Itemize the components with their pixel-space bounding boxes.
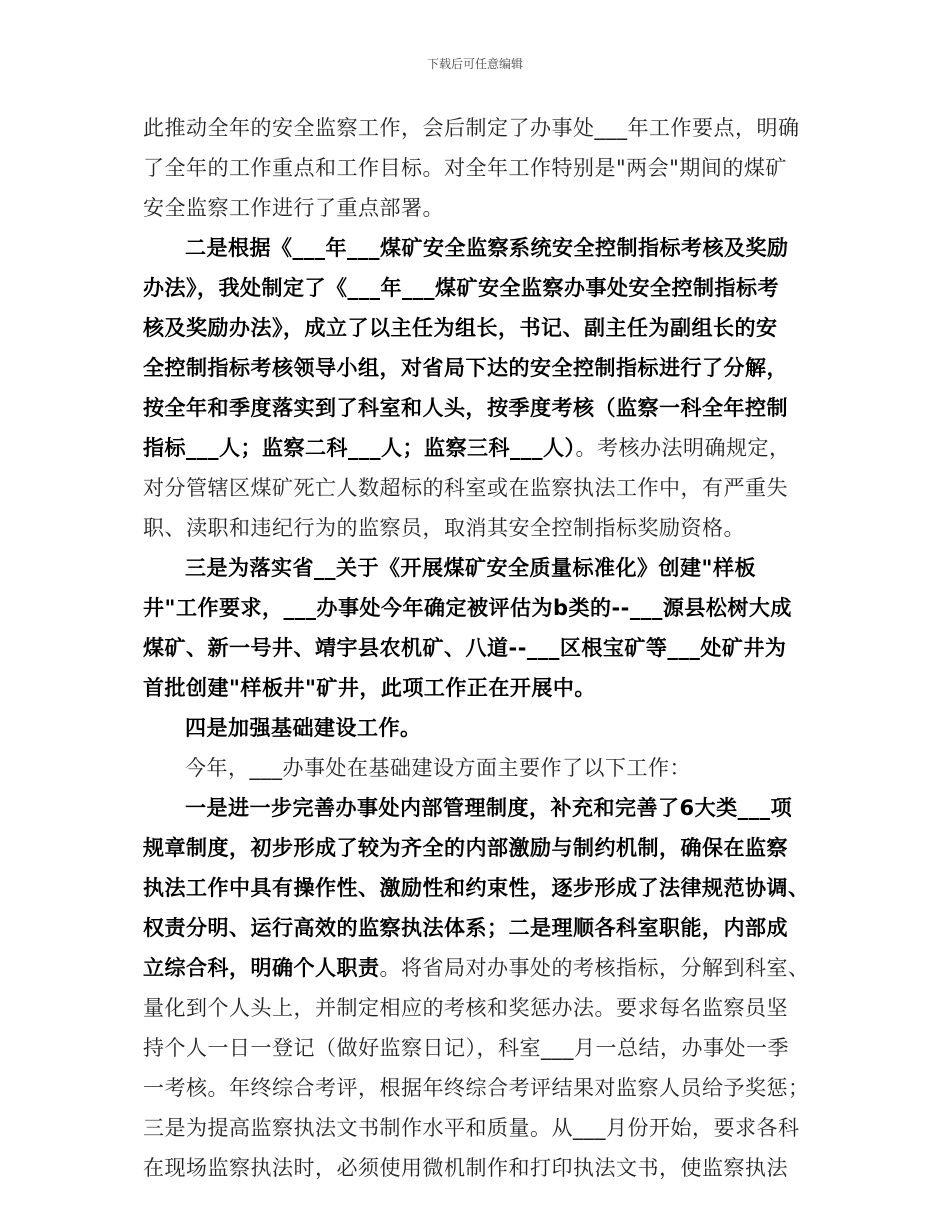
text-run: 职、渎职和违纪行为的监察员，取消其安全控制指标奖励资格。 xyxy=(143,516,745,540)
text-line xyxy=(143,108,823,148)
section-heading xyxy=(143,708,823,748)
text-run: 三是为提高监察执法文书制作水平和质量。从___月份开始，要求各科 xyxy=(143,1116,800,1140)
text-run: 。考核办法明确规定， xyxy=(575,436,791,460)
text-line xyxy=(143,428,823,468)
text-line xyxy=(143,1148,823,1188)
text-line xyxy=(143,668,823,708)
text-line xyxy=(143,948,823,988)
page-header: 下载后可任意编辑 xyxy=(426,57,523,71)
text-run: 一考核。年终综合考评，根据年终综合考评结果对监察人员给予奖惩； xyxy=(143,1076,810,1100)
text-run: 了全年的工作重点和工作目标。对全年工作特别是"两会"期间的煤矿 xyxy=(143,156,787,180)
text-line xyxy=(143,188,823,228)
text-run: 量化到个人头上，并制定相应的考核和奖惩办法。要求每名监察员坚 xyxy=(143,996,788,1020)
text-line xyxy=(143,468,823,508)
text-run: 指标___人；监察二科___人；监察三科___人） xyxy=(143,436,576,460)
text-line xyxy=(143,348,823,388)
text-run: 在现场监察执法时，必须使用微机制作和打印执法文书，使监察执法 xyxy=(143,1156,788,1180)
text-line xyxy=(143,588,823,628)
text-line xyxy=(143,508,823,548)
text-run: 三是为落实省__关于《开展煤矿安全质量标准化》创建"样板 xyxy=(185,556,756,580)
text-run: 井"工作要求，___办事处今年确定被评估为b类的--___源县松树大成 xyxy=(143,596,792,620)
text-run: 核及奖励办法》，成立了以主任为组长，书记、副主任为副组长的安 xyxy=(143,316,778,340)
text-run: 四是加强基础建设工作。 xyxy=(185,716,422,740)
text-run: 持个人一日一登记（做好监察日记），科室___月一总结，办事处一季 xyxy=(143,1036,789,1060)
text-run: 对分管辖区煤矿死亡人数超标的科室或在监察执法工作中，有严重失 xyxy=(143,476,788,500)
text-run: 执法工作中具有操作性、激励性和约束性，逐步形成了法律规范协调、 xyxy=(143,876,810,900)
text-run: 全控制指标考核领导小组，对省局下达的安全控制指标进行了分解， xyxy=(143,356,788,380)
text-line xyxy=(143,268,823,308)
text-line xyxy=(143,628,823,668)
document-body xyxy=(143,108,823,1188)
text-line xyxy=(143,388,823,428)
text-line xyxy=(143,1028,823,1068)
text-line xyxy=(143,548,823,588)
text-line xyxy=(143,788,823,828)
text-run: 首批创建"样板井"矿井，此项工作正在开展中。 xyxy=(143,676,596,700)
text-run: 此推动全年的安全监察工作，会后制定了办事处___年工作要点，明确 xyxy=(143,116,800,140)
text-run: 按全年和季度落实到了科室和人头，按季度考核（监察一科全年控制 xyxy=(143,396,788,420)
text-run: 办法》，我处制定了《___年___煤矿安全监察办事处安全控制指标考 xyxy=(143,276,779,300)
text-line xyxy=(143,228,823,268)
text-line xyxy=(143,1068,823,1108)
text-run: 煤矿、新一号井、靖宇县农机矿、八道--___区根宝矿等___处矿井为 xyxy=(143,636,787,660)
text-run: 。将省局对办事处的考核指标，分解到科室、 xyxy=(379,956,810,980)
text-run: 二是根据《___年___煤矿安全监察系统安全控制指标考核及奖励 xyxy=(185,236,789,260)
text-line xyxy=(143,1108,823,1148)
text-run: 今年，___办事处在基础建设方面主要作了以下工作： xyxy=(185,756,691,780)
text-run: 立综合科，明确个人职责 xyxy=(143,956,380,980)
text-run: 规章制度，初步形成了较为齐全的内部激励与制约机制，确保在监察 xyxy=(143,836,788,860)
text-line xyxy=(143,148,823,188)
text-line xyxy=(143,828,823,868)
text-run: 权责分明、运行高效的监察执法体系；二是理顺各科室职能，内部成 xyxy=(143,916,788,940)
text-run: 安全监察工作进行了重点部署。 xyxy=(143,196,444,220)
text-run: 一是进一步完善办事处内部管理制度，补充和完善了6大类___项 xyxy=(185,796,793,820)
text-line xyxy=(143,308,823,348)
text-line xyxy=(143,988,823,1028)
text-line xyxy=(143,908,823,948)
text-line xyxy=(143,868,823,908)
text-line xyxy=(143,748,823,788)
